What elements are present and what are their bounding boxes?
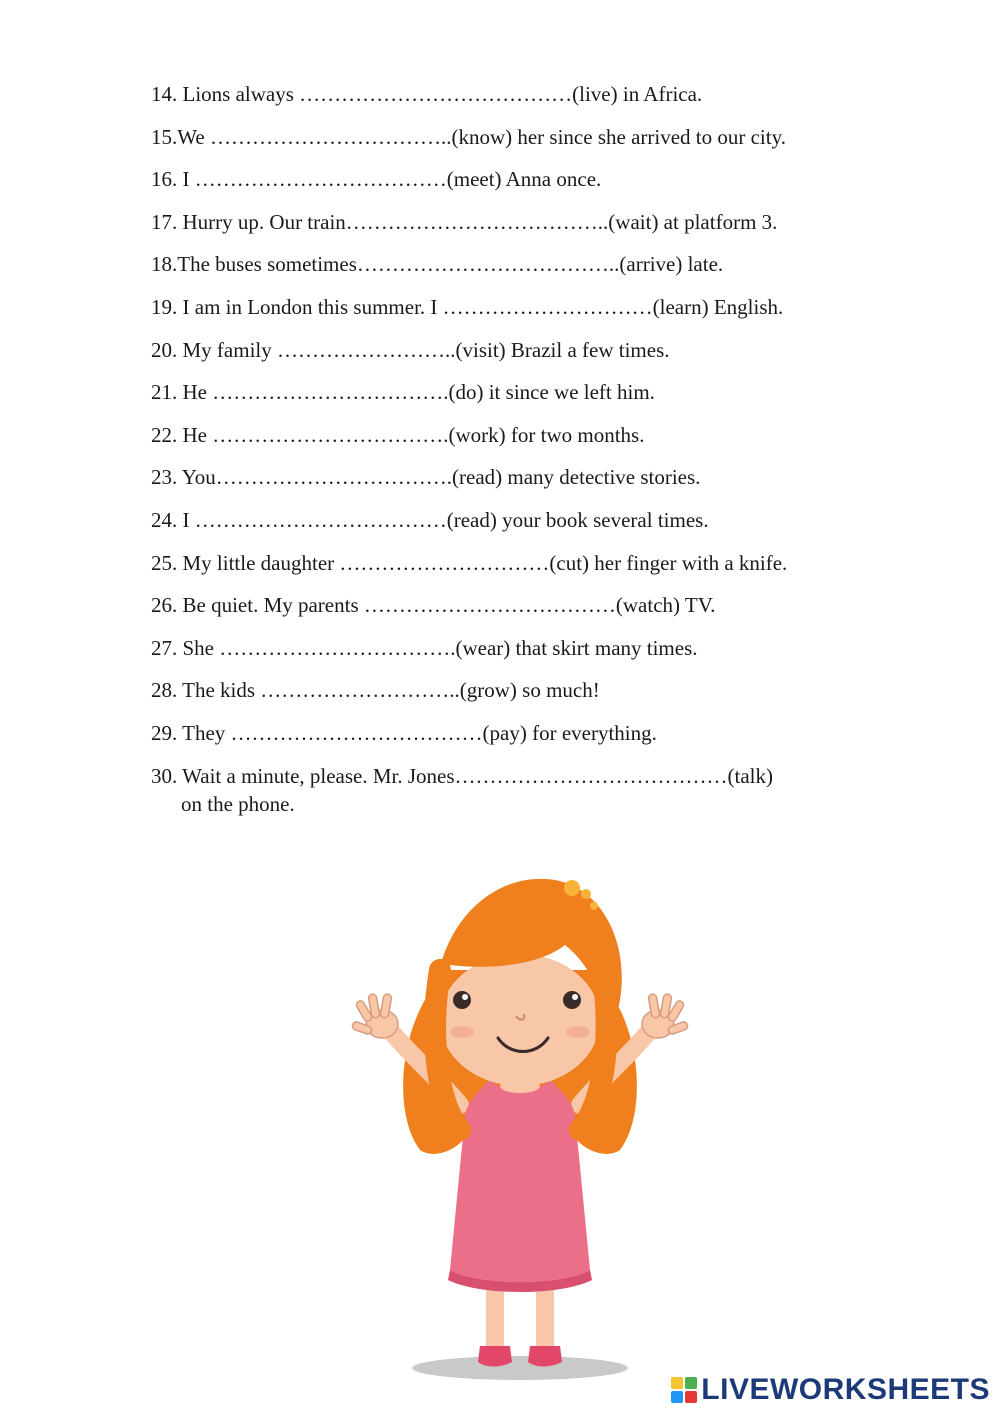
hair-highlight-tiny	[590, 902, 598, 910]
right-eye	[563, 991, 581, 1009]
right-cheek	[566, 1026, 590, 1038]
left-eye	[453, 991, 471, 1009]
ground-shadow	[412, 1356, 628, 1380]
exercise-16: 16. I ………………………………(meet) Anna once.	[151, 167, 602, 191]
exercise-15: 15.We ……………………………..(know) her since she arrived to our city.	[151, 125, 786, 149]
right-eye-shine	[572, 994, 578, 1000]
exercise-28: 28. The kids ………………………..(grow) so much!	[151, 678, 600, 702]
exercise-30-text: 30. Wait a minute, please. Mr. Jones…………………………………(talk)	[151, 764, 774, 788]
right-shoe	[528, 1346, 562, 1367]
left-shoe	[478, 1346, 512, 1367]
right-hand	[642, 993, 689, 1038]
exercise-22: 22. He …………………………….(work) for two months.	[151, 423, 645, 447]
logo-blocks-icon	[671, 1377, 697, 1403]
left-cheek	[450, 1026, 474, 1038]
liveworksheets-logo	[671, 1373, 990, 1407]
exercise-19: 19. I am in London this summer. I …………………………(learn) English.	[151, 295, 784, 319]
exercise-18: 18.The buses sometimes………………………………..(arrive) late.	[151, 252, 724, 276]
exercise-21: 21. He …………………………….(do) it since we left him.	[151, 380, 655, 404]
exercise-26: 26. Be quiet. My parents ………………………………(watch) TV.	[151, 593, 716, 617]
exercise-14: 14. Lions always …………………………………(live) in Africa.	[151, 82, 703, 106]
exercise-30	[151, 762, 881, 818]
left-eye-shine	[462, 994, 468, 1000]
exercise-30-continuation: on the phone.	[181, 792, 295, 816]
exercise-27: 27. She …………………………….(wear) that skirt many times.	[151, 636, 698, 660]
exercise-17: 17. Hurry up. Our train………………………………..(wait) at platform 3.	[151, 210, 778, 234]
girl-illustration	[340, 850, 700, 1390]
exercise-29: 29. They ………………………………(pay) for everything.	[151, 721, 657, 745]
exercise-24: 24. I ………………………………(read) your book several times.	[151, 508, 709, 532]
dress	[450, 1080, 590, 1282]
left-hand	[351, 993, 398, 1038]
exercise-25: 25. My little daughter …………………………(cut) her finger with a knife.	[151, 551, 788, 575]
exercise-20: 20. My family ……………………..(visit) Brazil a few times.	[151, 338, 670, 362]
hair-highlight	[564, 880, 580, 896]
exercise-23: 23. You…………………………….(read) many detective stories.	[151, 465, 701, 489]
hair-highlight-small	[581, 889, 591, 899]
logo-text: LIVEWORKSHEETS	[701, 1373, 990, 1406]
